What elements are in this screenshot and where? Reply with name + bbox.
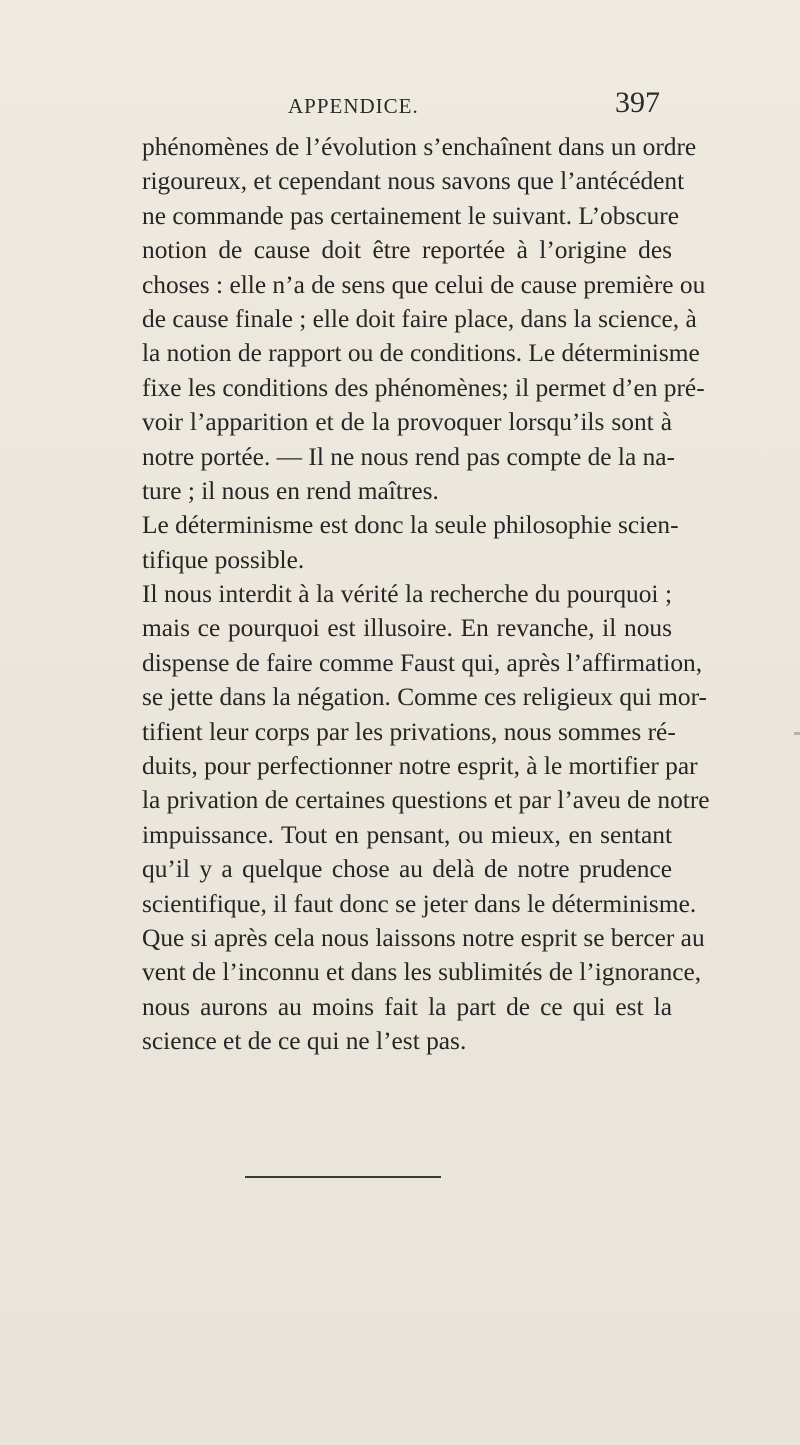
text-line: impuissance. Tout en pensant, ou mieux, en sentant	[142, 820, 672, 849]
text-line: scientifique, il faut donc se jeter dans le déterminisme.	[142, 889, 697, 918]
text-line: science et de ce qui ne l’est pas.	[142, 1027, 467, 1056]
text-line: notre portée. — Il ne nous rend pas compte de la na-	[142, 442, 676, 471]
text-line: Que si après cela nous laissons notre esprit se bercer au	[142, 923, 705, 952]
page-number: 397	[615, 86, 660, 119]
text-line: choses : elle n’a de sens que celui de cause première ou	[142, 270, 706, 299]
text-line: vent de l’inconnu et dans les sublimités de l’ignorance,	[142, 958, 702, 987]
text-line: duits, pour perfectionner notre esprit, à le mortifier par	[142, 752, 698, 781]
text-line: de cause finale ; elle doit faire place, dans la science, à	[142, 304, 697, 333]
text-line: Il nous interdit à la vérité la recherche du pourquoi ;	[142, 580, 672, 609]
text-line: voir l’apparition et de la provoquer lorsqu’ils sont à	[142, 408, 672, 437]
text-line: rigoureux, et cependant nous savons que l’antécédent	[142, 167, 685, 196]
text-line: notion de cause doit être reportée à l’origine des	[142, 236, 672, 265]
text-line: dispense de faire comme Faust qui, après l’affirmation,	[142, 648, 703, 677]
text-line: ture ; il nous en rend maîtres.	[142, 476, 439, 505]
text-line: ne commande pas certainement le suivant. L’obscure	[142, 201, 680, 230]
text-line: fixe les conditions des phénomènes; il permet d’en pré-	[142, 373, 705, 402]
text-line: phénomènes de l’évolution s’enchaînent dans un ordre	[142, 133, 697, 161]
page-edge-mark	[794, 732, 800, 735]
text-line: tifient leur corps par les privations, nous sommes ré-	[142, 717, 676, 746]
text-line: mais ce pourquoi est illusoire. En revanche, il nous	[142, 614, 672, 643]
text-line: se jette dans la négation. Comme ces religieux qui mor-	[142, 683, 707, 712]
text-line: la privation de certaines questions et par l’aveu de notre	[142, 786, 710, 815]
text-line: tifique possible.	[142, 545, 305, 574]
text-line: Le déterminisme est donc la seule philosophie scien-	[142, 511, 679, 540]
text-line: qu’il y a quelque chose au delà de notre prudence	[142, 855, 672, 884]
text-line: nous aurons au moins fait la part de ce qui est la	[142, 992, 672, 1021]
text-line: la notion de rapport ou de conditions. Le déterminisme	[142, 339, 700, 368]
page-header	[140, 86, 660, 126]
body-text	[142, 130, 710, 1059]
running-head: APPENDICE.	[288, 94, 419, 118]
end-rule	[245, 1176, 441, 1178]
